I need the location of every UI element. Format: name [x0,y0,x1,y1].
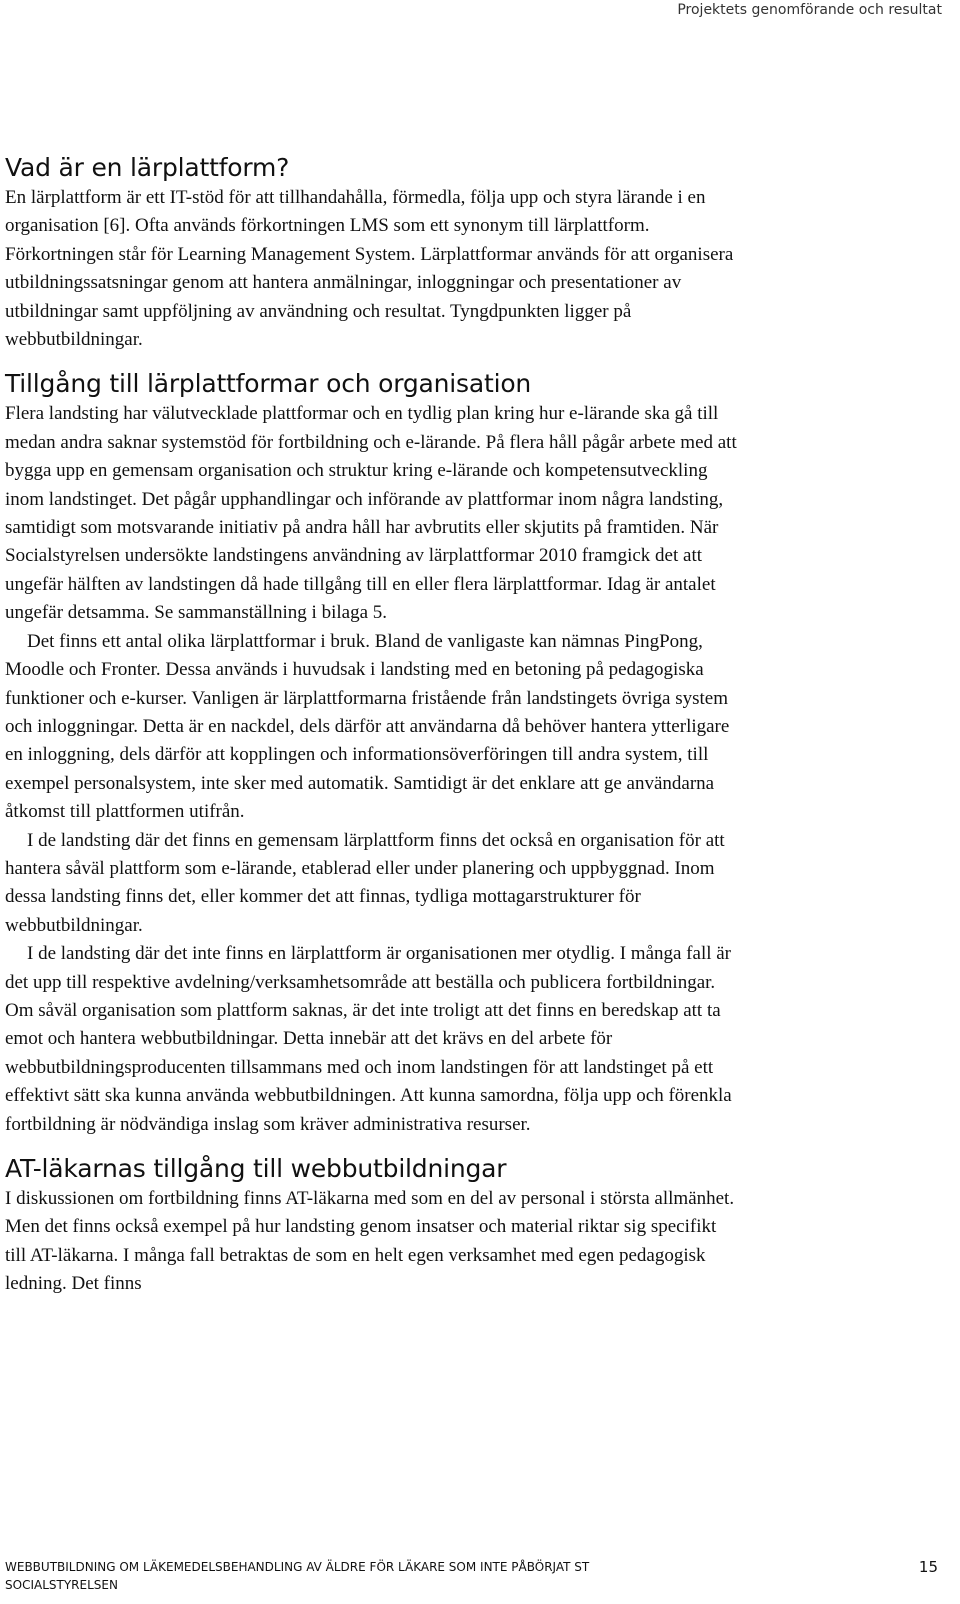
body-paragraph: Det finns ett antal olika lärplattformar i bruk. Bland de vanligaste kan nämnas PingPong, Moodle och Fronter. Dessa används i huvudsak i landsting med en betoning på pedagogiska funktioner och e-kurser. Vanligen är lärplattformarna fristående från landstingets övriga system och inloggningar. Detta är en nackdel, dels därför att användarna då behöver hantera ytterligare en inloggning, dels därför att kopplingen och informationsöverföringen till andra system, till exempel personalsystem, inte sker med automatik. Samtidigt är det enklare att ge användarna åtkomst till plattformen utifrån. [5,630,730,823]
footer-publisher: SOCIALSTYRELSEN [5,1578,118,1592]
page-number: 15 [918,1558,938,1576]
section-what-is-lms [5,152,740,354]
page-footer [5,1558,938,1594]
page-content [5,152,740,1299]
section-heading: Tillgång till lärplattformar och organisation [5,369,532,399]
body-paragraph: En lärplattform är ett IT-stöd för att tillhandahålla, förmedla, följa upp och styra lärande i en organisation [6]. Ofta används förkortningen LMS som ett synonym till lärplattform. Förkortningen står för Learning Management System. Lärplattformar används för att organisera utbildningssatsningar genom att hantera anmälningar, inloggningar och presentationer av utbildningar samt uppföljning av användning och resultat. Tyngdpunkten ligger på webbutbildningar. [5,187,734,351]
body-paragraph: I de landsting där det finns en gemensam lärplattform finns det också en organisation för att hantera såväl plattform som e-lärande, etablerad eller under planering och uppbyggnad. Inom dessa landsting finns det, eller kommer det att finnas, tydliga mottagarstrukturer för webbutbildningar. [5,829,725,936]
section-at-doctors-access [5,1153,740,1299]
running-header: Projektets genomförande och resultat [677,2,942,18]
section-access-organisation [5,368,740,1139]
body-paragraph: I de landsting där det inte finns en lärplattform är organisationen mer otydlig. I många fall är det upp till respektive avdelning/verksamhetsområde att beställa och publicera fortbildningar. Om såväl organisation som plattform saknas, är det inte troligt att det finns en beredskap att ta emot och hantera webbutbildningar. Detta innebär att det krävs en del arbete för webbutbildningsproducenten tillsammans med och inom landstingen för att landstinget på ett effektivt sätt ska kunna använda webbutbildningen. Att kunna samordna, följa upp och förenkla fortbildning är nödvändiga inslag som kräver administrativa resurser. [5,943,732,1135]
section-heading: Vad är en lärplattform? [5,153,290,182]
footer-document-title: WEBBUTBILDNING OM LÄKEMEDELSBEHANDLING AV ÄLDRE FÖR LÄKARE SOM INTE PÅBÖRJAT ST [5,1560,590,1574]
body-paragraph: I diskussionen om fortbildning finns AT-läkarna med som en del av personal i största allmänhet. Men det finns också exempel på hur landsting genom insatser och material riktar sig specifikt till AT-läkarna. I många fall betraktas de som en helt egen verksamhet med egen pedagogisk ledning. Det finns [5,1188,735,1295]
section-heading: AT-läkarnas tillgång till webbutbildningar [5,1154,507,1183]
body-paragraph: Flera landsting har välutvecklade plattformar och en tydlig plan kring hur e-lärande ska gå till medan andra saknar systemstöd för fortbildning och e-lärande. På flera håll pågår arbete med att bygga upp en gemensam organisation och struktur kring e-lärande och kompetensutveckling inom landstinget. Det pågår upphandlingar och införande av plattformar inom några landsting, samtidigt som motsvarande initiativ på andra håll har avbrutits eller skjutits på framtiden. När Socialstyrelsen undersökte landstingens användning av lärplattformar 2010 framgick det att ungefär hälften av landstingen då hade tillgång till en eller flera lärplattformar. Idag är antalet ungefär detsamma. Se sammanställning i bilaga 5. [5,403,737,624]
